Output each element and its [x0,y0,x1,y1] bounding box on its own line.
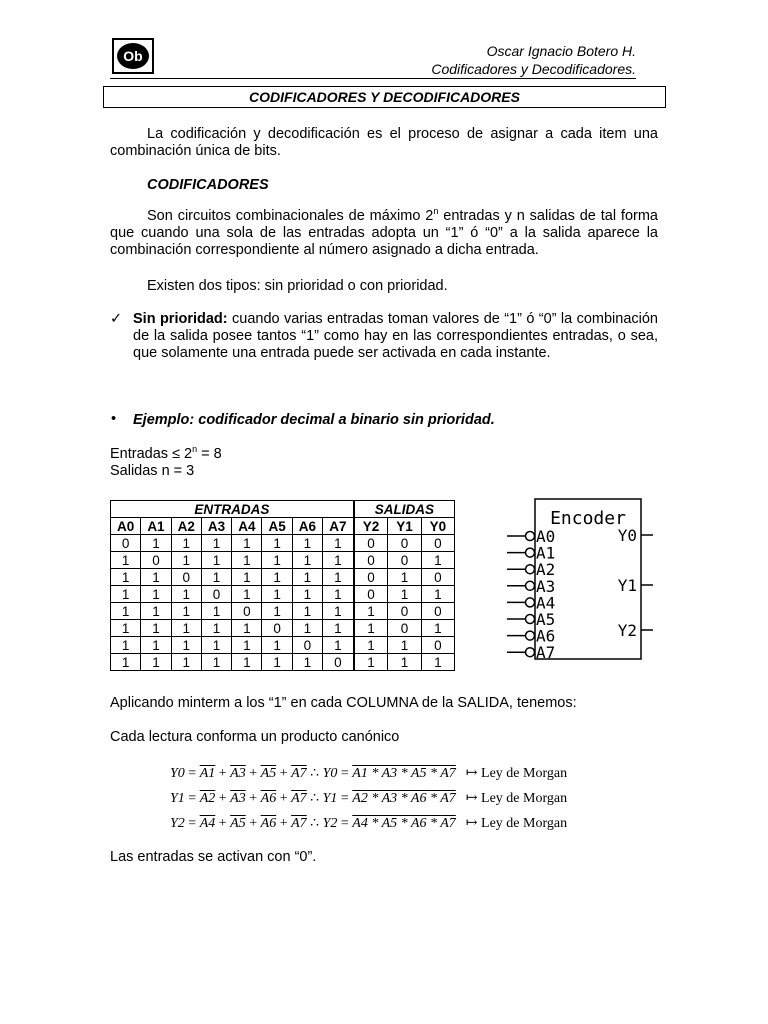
table-header-a1: A1 [141,518,171,535]
equation-y0: Y0 = A1 + A3 + A5 + A7 ∴ Y0 = A1 * A3 * A5 * A7 ↦ Ley de Morgan [170,766,568,781]
table-header-a2: A2 [171,518,201,535]
table-cell: 0 [354,552,388,569]
morgan-label: ↦ Ley de Morgan [465,791,568,806]
sin-prioridad-paragraph: Sin prioridad: cuando varias entradas toman valores de “1” ó “0” la combinación de la salida posee tantos “1” como hay en las correspondientes entradas, o sea, que solamente una entrada puede ser activada en cada instante. [133,311,658,361]
table-cell: 0 [354,586,388,603]
table-cell: 1 [141,569,171,586]
inversion-bubble [526,598,535,607]
table-cell: 1 [354,637,388,654]
truth-table [110,500,455,671]
table-cell: 0 [388,620,421,637]
table-cell: 1 [323,620,354,637]
header-author: Oscar Ignacio Botero H. [486,43,636,59]
table-cell: 1 [171,552,201,569]
table-cell: 1 [171,535,201,552]
table-cell: 0 [201,586,231,603]
table-cell: 1 [201,552,231,569]
table-cell: 1 [171,603,201,620]
table-cell: 1 [141,620,171,637]
table-cell: 1 [323,637,354,654]
equation-y1: Y1 = A2 + A3 + A6 + A7 ∴ Y1 = A2 * A3 * A6 * A7 ↦ Ley de Morgan [170,791,568,806]
table-cell: 1 [201,569,231,586]
header-divider [110,78,636,79]
encoder-title: Encoder [550,508,626,529]
table-cell: 1 [232,586,262,603]
table-row [111,603,455,620]
author-logo [112,38,154,74]
equation-y2: Y2 = A4 + A5 + A6 + A7 ∴ Y2 = A4 * A5 * A6 * A7 ↦ Ley de Morgan [170,816,568,831]
table-group-salidas: SALIDAS [354,501,455,518]
table-cell: 1 [354,654,388,671]
table-cell: 1 [292,569,322,586]
table-cell: 1 [111,569,141,586]
table-cell: 1 [354,620,388,637]
table-cell: 1 [171,637,201,654]
table-cell: 0 [354,535,388,552]
intro-paragraph: La codificación y decodificación es el proceso de asignar a cada item una combinación única de bits. [110,126,658,159]
table-row [111,586,455,603]
table-cell: 1 [421,552,454,569]
table-row [111,569,455,586]
table-cell: 1 [141,603,171,620]
table-cell: 1 [323,535,354,552]
table-cell: 1 [292,654,322,671]
table-row [111,620,455,637]
table-cell: 1 [354,603,388,620]
types-paragraph: Existen dos tipos: sin prioridad o con prioridad. [147,278,448,294]
encoder-input-label: A3 [536,576,556,596]
minterm-text: Aplicando minterm a los “1” en cada COLUMNA de la SALIDA, tenemos: [110,695,577,711]
table-cell: 1 [111,637,141,654]
table-header-a4: A4 [232,518,262,535]
encoder-input-label: A2 [536,560,556,580]
morgan-label: ↦ Ley de Morgan [465,766,568,781]
table-cell: 1 [232,569,262,586]
table-cell: 0 [421,637,454,654]
inversion-bubble [526,532,535,541]
table-cell: 1 [232,654,262,671]
bullet-icon: • [111,411,117,427]
table-cell: 1 [111,586,141,603]
table-row [111,552,455,569]
table-row [111,535,455,552]
table-cell: 1 [201,603,231,620]
table-cell: 0 [421,535,454,552]
table-cell: 1 [201,535,231,552]
table-header-a6: A6 [292,518,322,535]
table-cell: 1 [141,637,171,654]
encoder-input-label: A0 [536,527,556,546]
encoder-input-label: A5 [536,610,556,629]
table-cell: 1 [292,535,322,552]
encoder-block-diagram [505,495,655,665]
table-cell: 0 [141,552,171,569]
table-cell: 0 [421,603,454,620]
table-group-entradas: ENTRADAS [111,501,354,518]
inversion-bubble [526,615,535,624]
table-cell: 0 [421,569,454,586]
table-cell: 1 [323,552,354,569]
table-cell: 1 [201,620,231,637]
table-cell: 0 [111,535,141,552]
table-cell: 1 [262,535,292,552]
table-cell: 0 [388,552,421,569]
table-header-y2: Y2 [354,518,388,535]
encoder-output-label: Y2 [617,621,637,640]
table-cell: 1 [141,586,171,603]
table-cell: 1 [388,637,421,654]
table-cell: 1 [292,620,322,637]
encoder-input-label: A4 [536,593,556,613]
table-cell: 1 [262,603,292,620]
inversion-bubble [526,648,535,657]
table-cell: 0 [388,535,421,552]
table-header-y1: Y1 [388,518,421,535]
table-cell: 1 [141,535,171,552]
table-cell: 1 [292,586,322,603]
section-heading: CODIFICADORES [147,177,269,193]
table-cell: 1 [262,586,292,603]
table-cell: 1 [111,620,141,637]
page-title: CODIFICADORES Y DECODIFICADORES [103,86,666,108]
table-cell: 1 [232,637,262,654]
table-cell: 0 [292,637,322,654]
inversion-bubble [526,581,535,590]
table-header-a7: A7 [323,518,354,535]
header-subtitle: Codificadores y Decodificadores. [431,61,636,77]
table-cell: 1 [323,569,354,586]
encoder-output-label: Y1 [617,576,637,595]
closing-text: Las entradas se activan con “0”. [110,849,317,865]
table-cell: 1 [421,586,454,603]
table-cell: 1 [141,654,171,671]
check-icon: ✓ [110,311,123,327]
table-cell: 0 [232,603,262,620]
encoder-input-label: A6 [536,626,556,646]
canonico-text: Cada lectura conforma un producto canónico [110,729,400,745]
table-cell: 1 [171,654,201,671]
table-cell: 0 [354,569,388,586]
table-cell: 1 [388,569,421,586]
table-header-a3: A3 [201,518,231,535]
table-cell: 0 [171,569,201,586]
table-cell: 1 [388,654,421,671]
table-cell: 0 [323,654,354,671]
table-cell: 1 [388,586,421,603]
table-header-y0: Y0 [421,518,454,535]
table-cell: 0 [262,620,292,637]
inversion-bubble [526,548,535,557]
definition-paragraph: Son circuitos combinacionales de máximo 2$^n$ entradas y n salidas de tal forma que cuando una sola de las entradas adopta un “1” ó “0” a la salida aparece la combinación correspondiente al número asignado a dicha entrada. [110,206,658,258]
salidas-line: Salidas n = 3 [110,463,195,479]
morgan-label: ↦ Ley de Morgan [465,816,568,831]
table-cell: 1 [111,603,141,620]
table-cell: 1 [171,620,201,637]
encoder-input-label: A7 [536,643,556,663]
table-cell: 1 [323,603,354,620]
table-cell: 1 [292,603,322,620]
table-cell: 1 [232,620,262,637]
table-cell: 1 [421,654,454,671]
table-cell: 1 [262,569,292,586]
table-cell: 1 [201,637,231,654]
encoder-output-label: Y0 [617,526,637,545]
table-cell: 1 [421,620,454,637]
table-row [111,637,455,654]
table-cell: 1 [111,552,141,569]
example-heading: Ejemplo: codificador decimal a binario sin prioridad. [133,412,495,428]
table-cell: 1 [323,586,354,603]
table-cell: 1 [262,654,292,671]
logo-text: Ob [117,43,149,69]
table-cell: 1 [232,535,262,552]
inversion-bubble [526,565,535,574]
table-cell: 1 [262,637,292,654]
table-cell: 1 [292,552,322,569]
encoder-input-label: A1 [536,543,556,563]
inversion-bubble [526,631,535,640]
table-row [111,654,455,671]
entradas-line: Entradas ≤ $2^n = 8$ [110,444,222,462]
table-cell: 1 [262,552,292,569]
table-cell: 1 [232,552,262,569]
table-header-a0: A0 [111,518,141,535]
table-header-a5: A5 [262,518,292,535]
table-cell: 0 [388,603,421,620]
table-cell: 1 [171,586,201,603]
table-cell: 1 [111,654,141,671]
table-cell: 1 [201,654,231,671]
